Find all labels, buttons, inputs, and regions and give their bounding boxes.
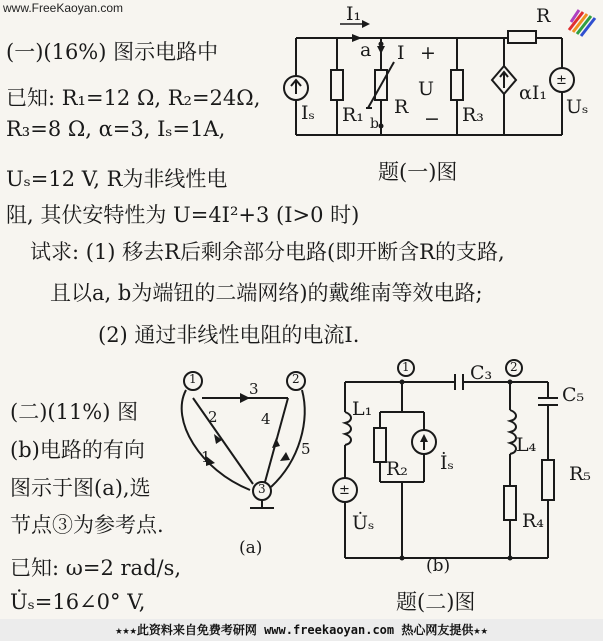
label-R4: R₄ bbox=[522, 510, 544, 532]
label-a: a bbox=[360, 39, 372, 61]
label-R2: R₂ bbox=[386, 458, 408, 480]
graph-node-3: 3 bbox=[258, 482, 266, 496]
label-aI1: αI₁ bbox=[519, 82, 547, 104]
label-I: I bbox=[397, 42, 405, 64]
p1-line4: Uₛ=12 V, R为非线性电 bbox=[6, 167, 228, 191]
label-b: b bbox=[370, 116, 379, 132]
label-Is: Iₛ bbox=[301, 102, 315, 124]
label-R1: R₁ bbox=[342, 104, 364, 126]
label-Is2: İₛ bbox=[440, 452, 454, 474]
label-R3: R₃ bbox=[462, 104, 484, 126]
graph-edge-1: 1 bbox=[201, 448, 211, 466]
p1-line1: (一)(16%) 图示电路中 bbox=[6, 40, 219, 64]
label-Us: Uₛ bbox=[566, 96, 589, 118]
label-C5: C₅ bbox=[562, 384, 585, 406]
label-U: U bbox=[418, 78, 435, 100]
label-R-mid: R bbox=[394, 96, 409, 118]
circuit-node-2: 2 bbox=[510, 360, 518, 374]
p1-caption: 题(一)图 bbox=[378, 160, 458, 184]
graph-edge-3: 3 bbox=[249, 380, 259, 398]
label-L4: L₄ bbox=[516, 434, 537, 456]
label-C3: C₃ bbox=[470, 362, 493, 384]
p2-line3: 图示于图(a),选 bbox=[10, 476, 151, 500]
p1-line7: 且以a, b为端钮的二端网络)的戴维南等效电路; bbox=[50, 281, 483, 305]
p1-line5: 阻, 其伏安特性为 U=4I²+3 (I>0 时) bbox=[6, 203, 360, 227]
label-minus: − bbox=[424, 108, 440, 130]
p2-line2: (b)电路的有向 bbox=[10, 438, 145, 462]
label-I1: I₁ bbox=[346, 3, 362, 25]
p2-line1: (二)(11%) 图 bbox=[10, 400, 139, 424]
circuit-caption: (b) bbox=[426, 556, 451, 576]
watermark-bottom: ★★★此资料来自免费考研网 www.freekaoyan.com 热心网友提供★★ bbox=[0, 619, 603, 641]
label-R-top: R bbox=[536, 5, 551, 27]
graph-node-2: 2 bbox=[292, 372, 300, 386]
label-L1: L₁ bbox=[352, 398, 373, 420]
p1-line6: 试求: (1) 移去R后剩余部分电路(即开断含R的支路, bbox=[30, 240, 505, 264]
label-plus: + bbox=[420, 42, 436, 64]
label-Us2: U̇ₛ bbox=[352, 512, 375, 534]
label-R5: R₅ bbox=[569, 463, 591, 485]
graph-edge-5: 5 bbox=[301, 440, 311, 458]
circuit-node-1: 1 bbox=[402, 360, 410, 374]
graph-caption: (a) bbox=[239, 538, 263, 558]
p2-line6: U̇ₛ=16∠0° V, bbox=[10, 590, 146, 614]
graph-node-1: 1 bbox=[189, 372, 197, 386]
p1-line2: 已知: R₁=12 Ω, R₂=24Ω, bbox=[6, 86, 261, 110]
p1-line3: R₃=8 Ω, α=3, Iₛ=1A, bbox=[6, 117, 226, 141]
graph-edge-4: 4 bbox=[261, 410, 271, 428]
watermark-top: www.FreeKaoyan.com bbox=[3, 1, 124, 15]
svg-text:±: ± bbox=[339, 483, 350, 498]
p2-caption: 题(二)图 bbox=[396, 590, 476, 614]
svg-text:±: ± bbox=[556, 73, 567, 88]
p2-line4: 节点③为参考点. bbox=[10, 513, 164, 537]
p2-line5: 已知: ω=2 rad/s, bbox=[10, 556, 182, 580]
p1-line8: (2) 通过非线性电阻的电流I. bbox=[98, 323, 360, 347]
graph-edge-2: 2 bbox=[208, 408, 218, 426]
